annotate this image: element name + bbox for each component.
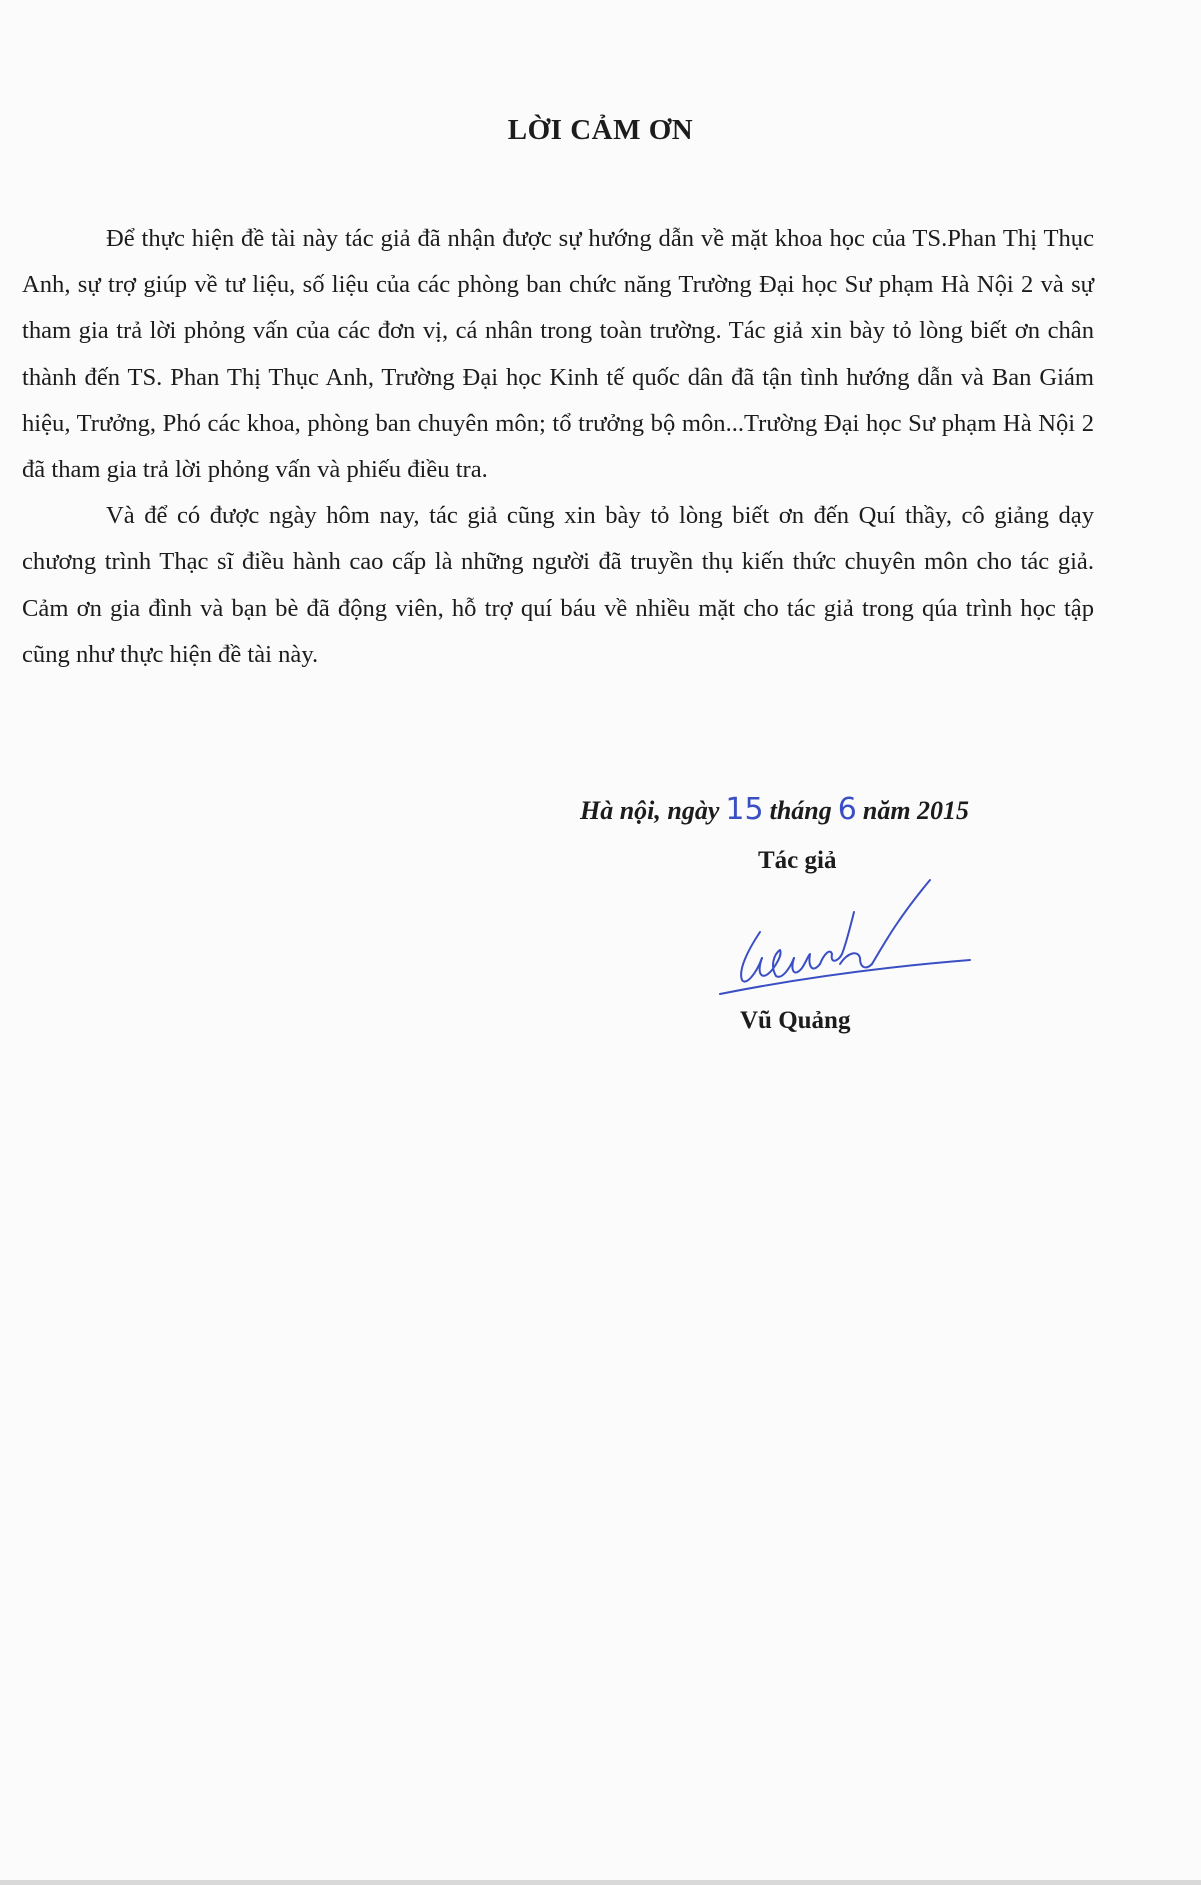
handwritten-day: 15 — [725, 792, 764, 827]
handwritten-month: 6 — [837, 792, 857, 827]
paragraph-2: Và để có được ngày hôm nay, tác giả cũng xin bày tỏ lòng biết ơn đến Quí thầy, cô giảng dạy chương trình Thạc sĩ điều hành cao cấp là những người đã truyền thụ kiến thức chuyên môn cho tác giả. Cảm ơn gia đình và bạn bè đã động viên, hỗ trợ quí báu về nhiều mặt cho tác giả trong qúa trình học tập cũng như thực hiện đề tài này. — [22, 502, 1094, 668]
date-prefix: Hà nội, ngày — [580, 796, 720, 825]
year-part: năm 2015 — [862, 796, 970, 825]
page-title: LỜI CẢM ƠN — [507, 114, 694, 146]
author-name: Vũ Quảng — [740, 1007, 851, 1034]
body-text — [22, 216, 1094, 678]
signature-image — [690, 870, 980, 1020]
paragraph-1: Để thực hiện đề tài này tác giả đã nhận được sự hướng dẫn về mặt khoa học của TS.Phan Thị Thục Anh, sự trợ giúp về tư liệu, số liệu của các phòng ban chức năng Trường Đại học Sư phạm Hà Nội 2 và sự tham gia trả lời phỏng vấn của các đơn vị, cá nhân trong toàn trường. Tác giả xin bày tỏ lòng biết ơn chân thành đến TS. Phan Thị Thục Anh, Trường Đại học Kinh tế quốc dân đã tận tình hướng dẫn và Ban Giám hiệu, Trưởng, Phó các khoa, phòng ban chuyên môn; tổ trưởng bộ môn...Trường Đại học Sư phạm Hà Nội 2 đã tham gia trả lời phỏng vấn và phiếu điều tra. — [22, 225, 1094, 484]
author-label: Tác giả — [758, 847, 837, 874]
date-line — [580, 792, 969, 827]
page-bottom-edge — [0, 1880, 1201, 1885]
month-word: tháng — [769, 796, 832, 825]
